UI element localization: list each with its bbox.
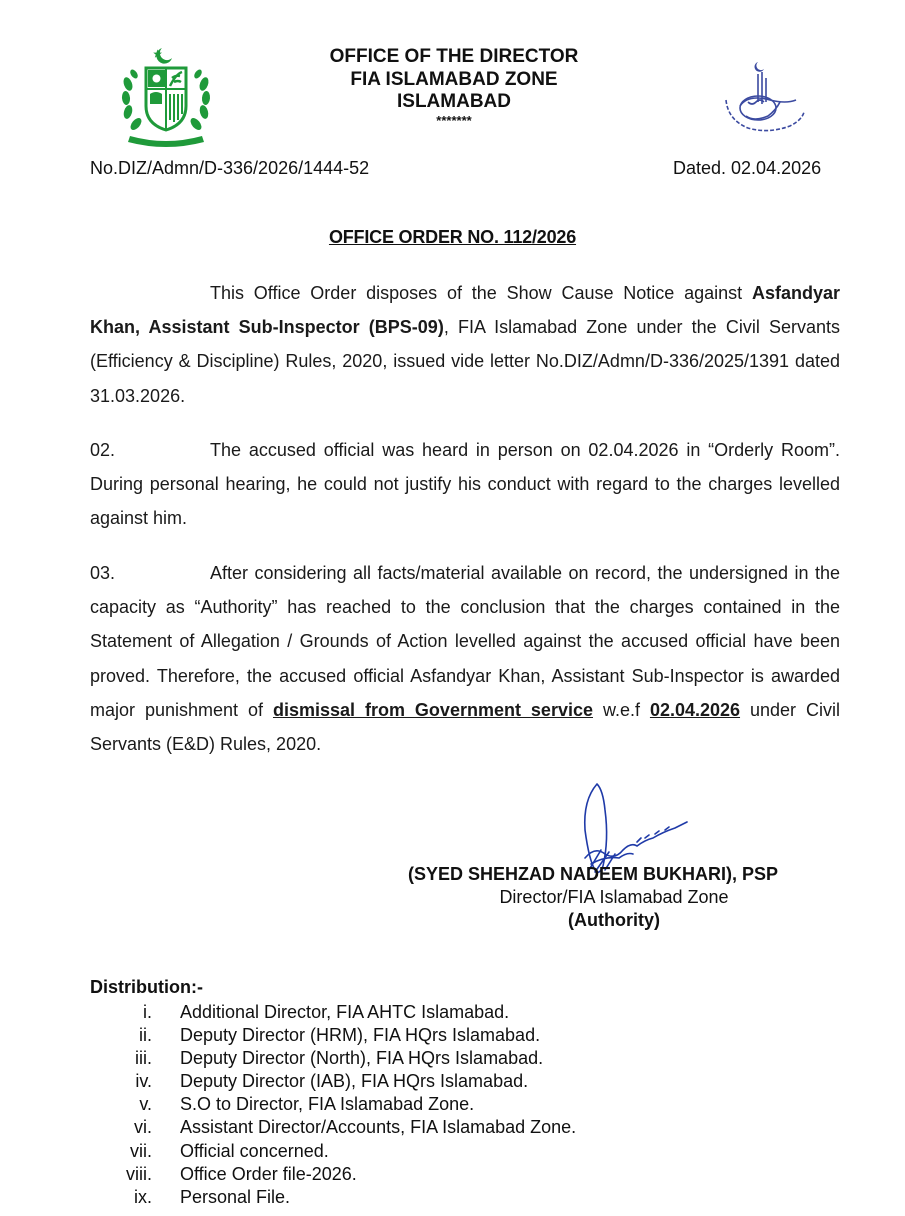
item-text: Additional Director, FIA AHTC Islamabad. [180, 1002, 510, 1022]
header-line-zone: FIA ISLAMABAD ZONE [350, 68, 558, 90]
list-item [90, 1070, 576, 1093]
item-text: Deputy Director (North), FIA HQrs Islamabad. [180, 1048, 544, 1069]
item-text: Official concerned. [180, 1140, 329, 1161]
item-number: ix. [134, 1186, 152, 1207]
paragraph-3-text: After considering all facts/material available on record, the undersigned in the capacity as “Authority” has reached to the conclusion that the charges contained in the Statement of Allegation / Grounds of Action levelled against the accused official have been proved. Therefore, the accused official Asfandyar Khan, Assistant Sub-Inspector is awarded major punishment of [90, 563, 840, 720]
fia-monogram-icon [718, 56, 808, 138]
item-number: vii. [130, 1140, 152, 1161]
order-title: OFFICE ORDER NO. 112/2026 [328, 227, 577, 247]
list-item [90, 1116, 576, 1139]
paragraph-3-number: 03. [90, 563, 116, 583]
item-number: i. [143, 1002, 152, 1022]
item-number: iii. [135, 1048, 152, 1069]
paragraph-2 [90, 433, 840, 536]
item-number: vi. [134, 1117, 152, 1138]
accused-name: Asfandyar Khan, Assistant Sub-Inspector (BPS-09) [90, 283, 840, 338]
signatory-role: (Authority) [568, 910, 660, 930]
list-item [90, 1024, 576, 1047]
item-number: v. [139, 1094, 152, 1115]
item-text: Deputy Director (HRM), FIA HQrs Islamabad. [180, 1025, 541, 1046]
state-emblem-icon [118, 44, 214, 148]
signatory-name: (SYED SHEHZAD NADEEM BUKHARI), PSP [408, 864, 779, 884]
date-line: Dated. 02.04.2026 [673, 158, 822, 178]
item-text: Office Order file-2026. [180, 1163, 357, 1184]
item-number: iv. [135, 1071, 152, 1092]
paragraph-1-text: This Office Order disposes of the Show Cause Notice against [210, 283, 752, 303]
list-item [90, 1163, 576, 1186]
paragraph-2-text: The accused official was heard in person on 02.04.2026 in “Orderly Room”. During personal hearing, he could not justify his conduct with regard to the charges levelled against him. [90, 440, 840, 529]
item-text: Assistant Director/Accounts, FIA Islamabad Zone. [180, 1117, 577, 1138]
list-item [90, 1001, 576, 1024]
list-item [90, 1186, 576, 1209]
item-text: S.O to Director, FIA Islamabad Zone. [180, 1094, 475, 1115]
paragraph-1-text-continued: , FIA Islamabad Zone under the Civil Servants (Efficiency & Discipline) Rules, 2020, issued vide letter No.DIZ/Admn/D-336/2025/1391 dated 31.03.2026. [90, 317, 840, 406]
list-item [90, 1140, 576, 1163]
list-item [90, 1047, 576, 1070]
header-stars: ******* [436, 112, 472, 128]
item-number: ii. [139, 1025, 152, 1046]
distribution-list [90, 1001, 576, 1209]
paragraph-3-wef: w.e.f [592, 699, 650, 720]
list-item [90, 1093, 576, 1116]
paragraph-3 [90, 556, 840, 761]
paragraph-1 [90, 276, 840, 413]
distribution-title: Distribution:- [90, 977, 203, 997]
effective-date: 02.04.2026 [649, 699, 741, 720]
office-header [254, 46, 654, 128]
header-line-city: ISLAMABAD [397, 91, 511, 112]
paragraph-2-number: 02. [90, 440, 116, 460]
paragraph-3-text-end: under Civil Servants (E&D) Rules, 2020. [90, 699, 840, 755]
reference-number: No.DIZ/Admn/D-336/2026/1444-52 [90, 158, 370, 178]
item-text: Personal File. [180, 1186, 291, 1207]
header-line-office: OFFICE OF THE DIRECTOR [329, 46, 579, 67]
signatory-designation: Director/FIA Islamabad Zone [499, 887, 729, 907]
punishment-text: dismissal from Government service [272, 699, 593, 720]
item-text: Deputy Director (IAB), FIA HQrs Islamabad. [180, 1071, 529, 1092]
item-number: viii. [126, 1163, 152, 1184]
